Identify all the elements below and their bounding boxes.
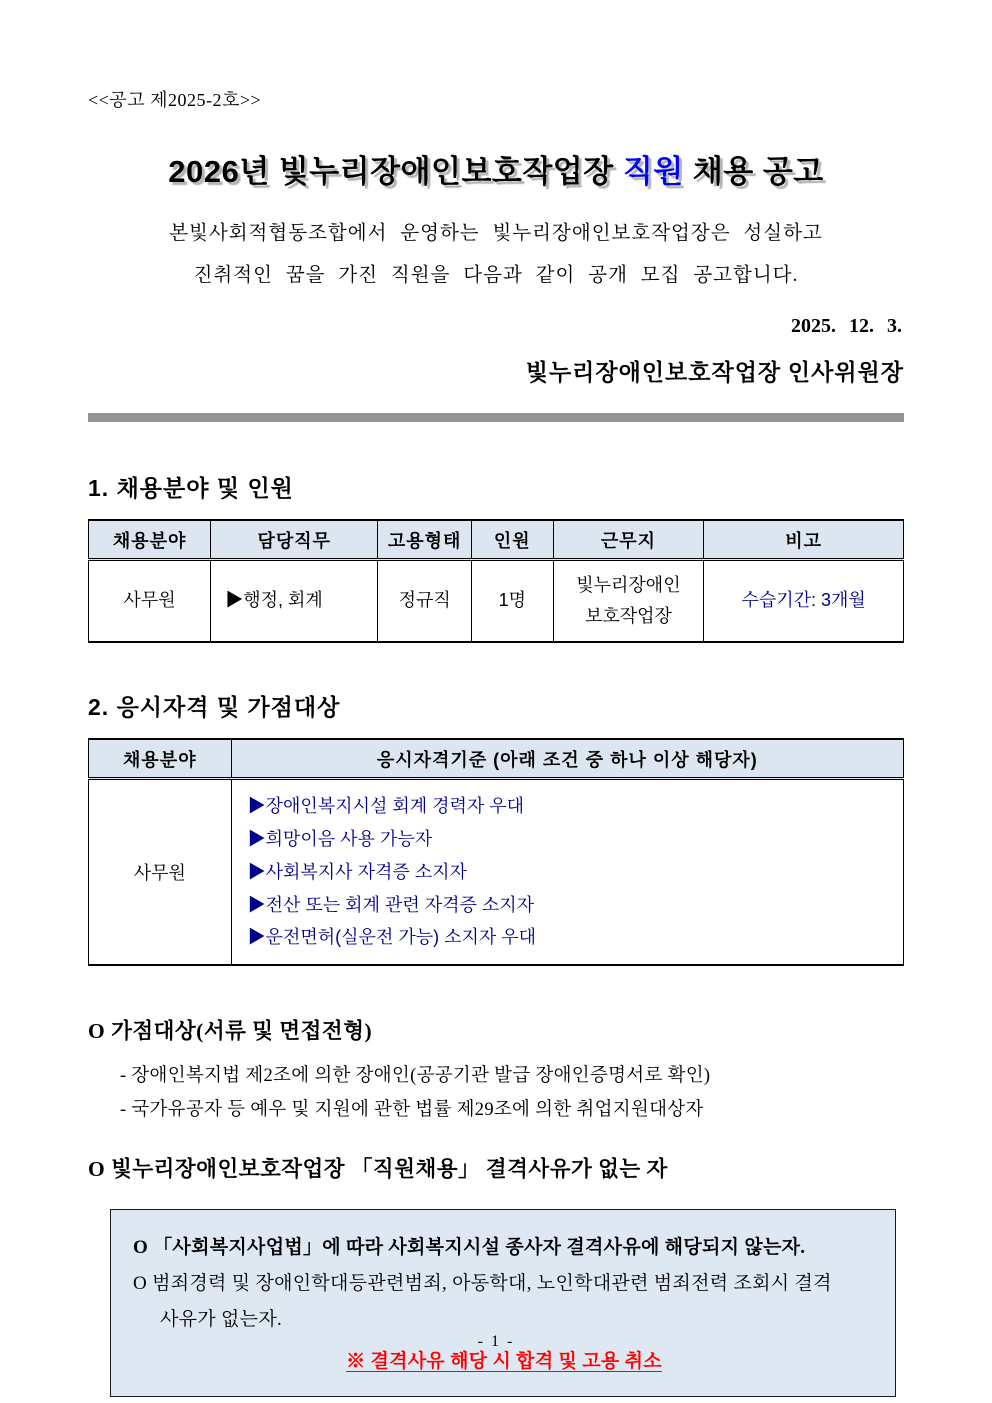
section-2-heading: 2. 응시자격 및 가점대상 [88,693,341,720]
header-employment-type: 고용형태 [378,520,472,560]
cell-field: 사무원 [89,560,211,642]
disqualification-warning: ※ 결격사유 해당 시 합격 및 고용 취소 [346,1350,662,1372]
disqualification-box [110,1209,896,1397]
disqualification-heading: O 빛누리장애인보호작업장 「직원채용」 결격사유가 없는 자 [88,1156,668,1181]
bonus-items [88,1059,904,1127]
table-header-row [89,739,904,779]
bonus-item: - 장애인복지법 제2조에 의한 장애인(공공기관 발급 장애인증명서로 확인) [120,1066,711,1087]
title-highlight: 직원 [622,154,684,189]
cell-criteria [231,779,903,965]
section-1-heading: 1. 채용분야 및 인원 [88,474,294,501]
recruitment-table-header [89,520,904,560]
criteria-item: ▶운전면허(실운전 가능) 소지자 우대 [247,927,537,948]
header-field: 채용분야 [89,520,211,560]
cell-location [553,560,704,642]
cell-note: 수습기간: 3개월 [704,560,904,642]
intro-paragraph [88,213,904,297]
section-divider-bar [88,413,904,422]
header-note: 비고 [704,520,904,560]
location-line-2: 보호작업장 [584,606,672,627]
header-duty: 담당직무 [211,520,378,560]
cell-employment-type: 정규직 [378,560,472,642]
location-line-1: 빛누리장애인 [576,574,681,595]
criteria-item: ▶희망이음 사용 가능자 [247,829,433,850]
criteria-item: ▶사회복지사 자격증 소지자 [247,861,467,882]
recruitment-table [88,519,904,643]
criteria-item: ▶전산 또는 회계 관련 자격증 소지자 [247,894,535,915]
qualification-table [88,738,904,966]
page-title [88,146,904,191]
signature-line: 빛누리장애인보호작업장 인사위원장 [525,359,904,385]
cell-count: 1명 [472,560,554,642]
title-prefix: 2026년 빛누리장애인보호작업장 [168,154,623,189]
bonus-target-heading: O 가점대상(서류 및 면접전형) [88,1019,373,1044]
table-row [89,560,904,642]
doc-number: <<공고 제2025-2호>> [88,90,262,110]
table-row [89,779,904,965]
qualification-table-header [89,739,904,779]
title-suffix: 채용 공고 [683,154,824,189]
cell-duty: ▶행정, 회계 [211,560,378,642]
doc-date: 2025. 12. 3. [791,314,902,337]
page-number: - 1 - [477,1333,515,1350]
criteria-item: ▶장애인복지시설 회계 경력자 우대 [247,796,525,817]
intro-line-2: 진취적인 꿈을 가진 직원을 다음과 같이 공개 모집 공고합니다. [193,264,799,286]
bonus-item: - 국가유공자 등 예우 및 지원에 관한 법률 제29조에 의한 취업지원대상자 [120,1100,704,1121]
table-header-row [89,520,904,560]
disqualification-line-2: O 범죄경력 및 장애인학대등관련범죄, 아동학대, 노인학대관련 범죄전력 조회시 결격 [133,1272,832,1294]
header-field: 채용분야 [89,739,232,779]
header-count: 인원 [472,520,554,560]
disqualification-line-3: 사유가 없는자. [160,1308,283,1330]
disqualification-line-1: O 「사회복지사업법」에 따라 사회복지시설 종사자 결격사유에 해당되지 않는자. [133,1236,806,1258]
header-location: 근무지 [553,520,704,560]
cell-field: 사무원 [89,779,232,965]
header-criteria: 응시자격기준 (아래 조건 중 하나 이상 해당자) [231,739,903,779]
intro-line-1: 본빛사회적협동조합에서 운영하는 빛누리장애인보호작업장은 성실하고 [169,223,823,244]
